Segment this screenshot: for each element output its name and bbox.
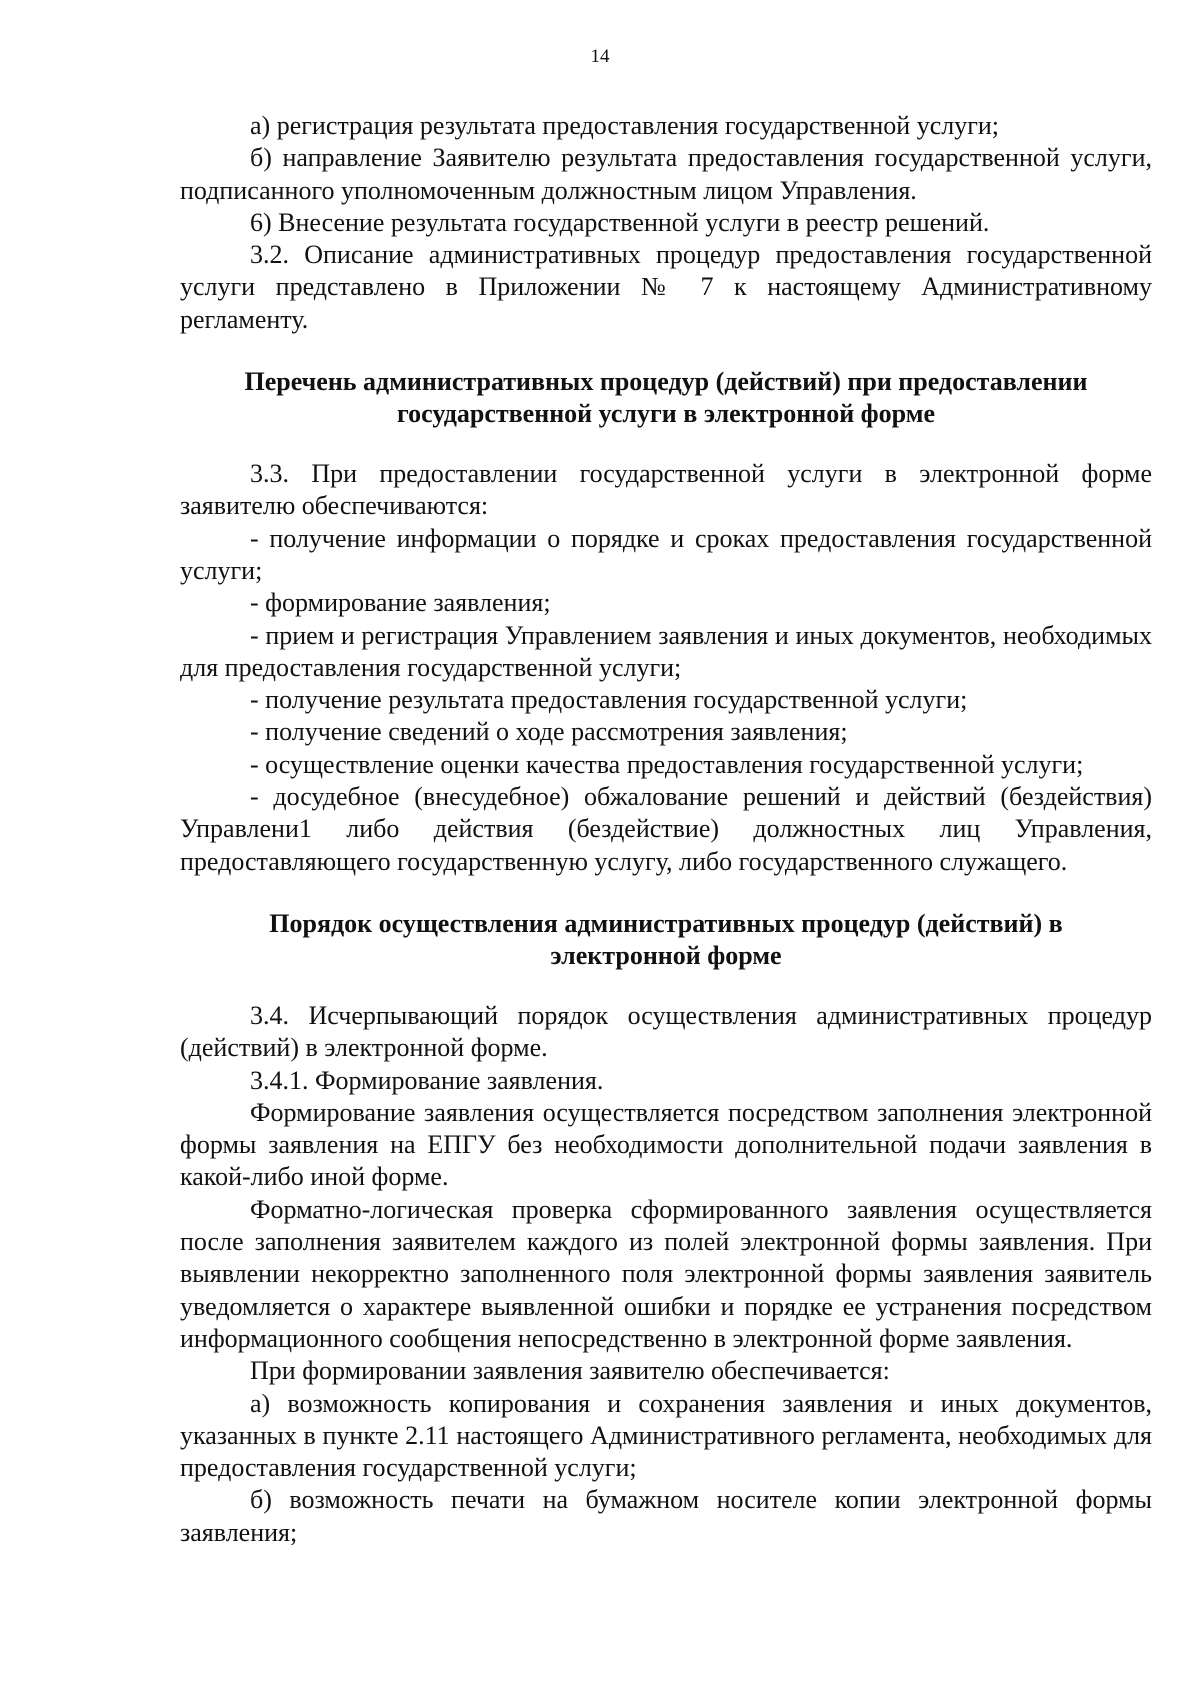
paragraph: а) возможность копирования и сохранения заявления и иных документов, указанных в пункте 2.11 настоящего Административного регламента, необходимых для предоставления государственной услуги; — [180, 1388, 1152, 1483]
section-heading-line: Порядок осуществления административных процедур (действий) в — [269, 908, 1063, 938]
list-item: - досудебное (внесудебное) обжалование решений и действий (бездействия) Управлени1 либо действия (бездействие) должностных лиц Управления, предоставляющего государственную услугу, либо государственного служащего. — [180, 782, 1152, 876]
paragraph: 3.4. Исчерпывающий порядок осуществления административных процедур (действий) в электронной форме. — [180, 1000, 1152, 1063]
paragraph: При формировании заявления заявителю обеспечивается: — [250, 1356, 890, 1386]
spacer — [180, 336, 1152, 366]
paragraph: б) возможность печати на бумажном носителе копии электронной формы заявления; — [180, 1485, 1152, 1547]
list-item: - получение информации о порядке и сроках предоставления государственной услуги; — [180, 523, 1152, 585]
spacer — [180, 878, 1152, 908]
section-heading — [180, 366, 1152, 430]
paragraph: 3.4.1. Формирование заявления. — [250, 1065, 604, 1095]
paragraph: Форматно-логическая проверка сформированного заявления осуществляется после заполнения заявителем каждого из полей электронной формы заявления. При выявлении некорректно заполненного поля электронной формы заявления заявитель уведомляется о характере выявленной ошибки и порядке ее устранения посредством информационного сообщения непосредственно в электронной форме заявления. — [180, 1194, 1152, 1353]
document-body — [180, 110, 1152, 1549]
section-heading — [180, 908, 1152, 972]
paragraph: б) направление Заявителю результата предоставления государственной услуги, подписанного уполномоченным должностным лицом Управления. — [180, 143, 1152, 205]
paragraph: 3.3. При предоставлении государственной услуги в электронной форме заявителю обеспечиваются: — [180, 459, 1152, 521]
paragraph: а) регистрация результата предоставления государственной услуги; — [250, 111, 1000, 140]
spacer — [180, 972, 1152, 1000]
page-number: 14 — [590, 46, 610, 67]
list-item: - формирование заявления; — [250, 588, 551, 618]
spacer — [180, 430, 1152, 458]
paragraph: 6) Внесение результата государственной услуги в реестр решений. — [250, 207, 990, 237]
list-item: - прием и регистрация Управлением заявления и иных документов, необходимых для предоставления государственной услуги; — [180, 620, 1152, 682]
list-item: - получение сведений о ходе рассмотрения заявления; — [250, 717, 848, 747]
list-item: - получение результата предоставления государственной услуги; — [250, 685, 968, 715]
section-heading-line: электронной форме — [550, 940, 782, 970]
paragraph: Формирование заявления осуществляется посредством заполнения электронной формы заявления на ЕПГУ без необходимости дополнительной подачи заявления в какой-либо иной форме. — [180, 1097, 1152, 1192]
section-heading-line: государственной услуги в электронной форме — [397, 399, 935, 429]
section-heading-line: Перечень административных процедур (действий) при предоставлении — [244, 367, 1088, 397]
paragraph: 3.2. Описание административных процедур предоставления государственной услуги представлено в Приложении № 7 к настоящему Административному регламенту. — [180, 240, 1152, 334]
list-item: - осуществление оценки качества предоставления государственной услуги; — [250, 749, 1084, 779]
